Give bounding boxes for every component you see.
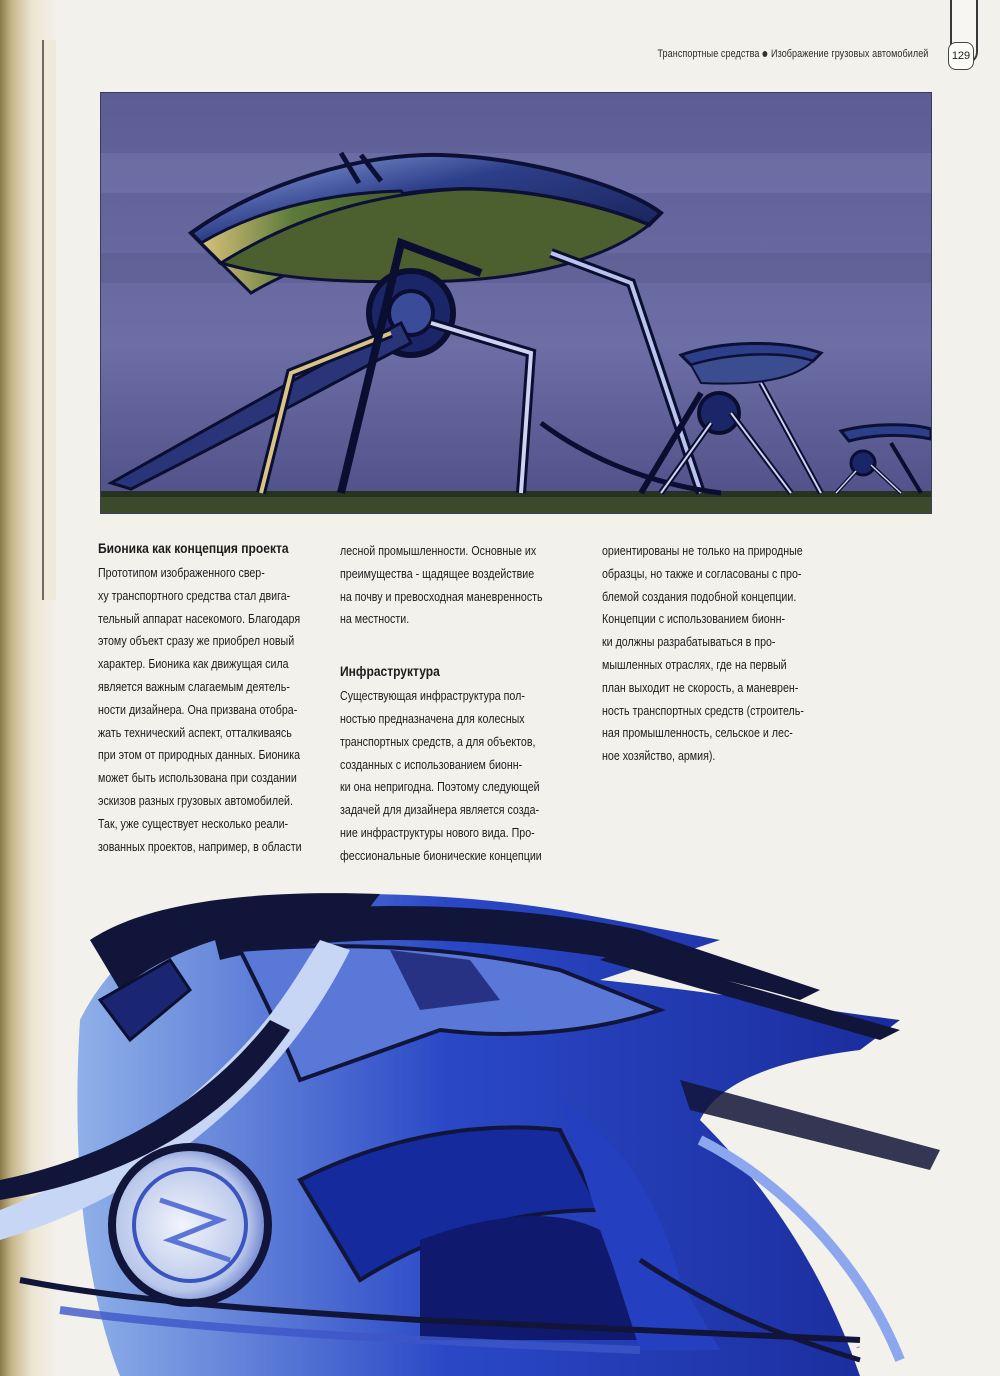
bullet-icon <box>762 51 767 57</box>
page-edge <box>42 40 56 600</box>
top-illustration <box>100 92 932 514</box>
paragraph-infrastructure: Существующая инфраструктура пол- ностью предназначена для колесных транспортных средств, а для объектов, созданных с использованием бионн- ки она непригодна. Поэтому следующей задачей для дизайнера является созда- ние инфраструктуры нового вида. Про- фессиональные бионические концепции <box>340 688 542 863</box>
text-column-1 <box>98 540 328 858</box>
bottom-illustration <box>0 880 1000 1376</box>
paragraph-infrastructure-continued: ориентированы не только на природные образцы, но также и согласованы с про- блемой создания подобной концепции. Концепции с использованием бионн- ки должны разрабатываться в про- мышленных отраслях, где на первый план выходит не скорость, а маневрен- ность транспортных средств (строитель- ная промышленность, сельское и лес- ное хозяйство, армия). <box>602 543 804 764</box>
running-head <box>657 48 928 60</box>
running-title-left: Транспортные средства <box>657 48 760 60</box>
section-heading-bionics: Бионика как концепция проекта <box>98 540 289 556</box>
paragraph-bionics-continued: лесной промышленности. Основные их преимущества - щадящее воздействие на почву и превосходная маневренность на местности. <box>340 543 543 627</box>
paragraph-bionics: Прототипом изображенного свер- ху транспортного средства стал двига- тельный аппарат насекомого. Благодаря этому объект сразу же приобрел новый характер. Бионика как движущая сила является важным слагаемым деятель- ности дизайнера. Она призвана отобра- жать технический аспект, отталкиваясь при этом от природных данных. Бионика может быть использована при создании эскизов разных грузовых автомобилей. Так, уже существует несколько реали- зованных проектов, например, в области <box>98 565 302 854</box>
text-column-2 <box>340 540 570 868</box>
page-number: 129 <box>948 42 974 70</box>
text-column-3 <box>602 540 832 768</box>
section-heading-infrastructure: Инфраструктура <box>340 663 440 680</box>
running-title-right: Изображение грузовых автомобилей <box>770 48 928 60</box>
